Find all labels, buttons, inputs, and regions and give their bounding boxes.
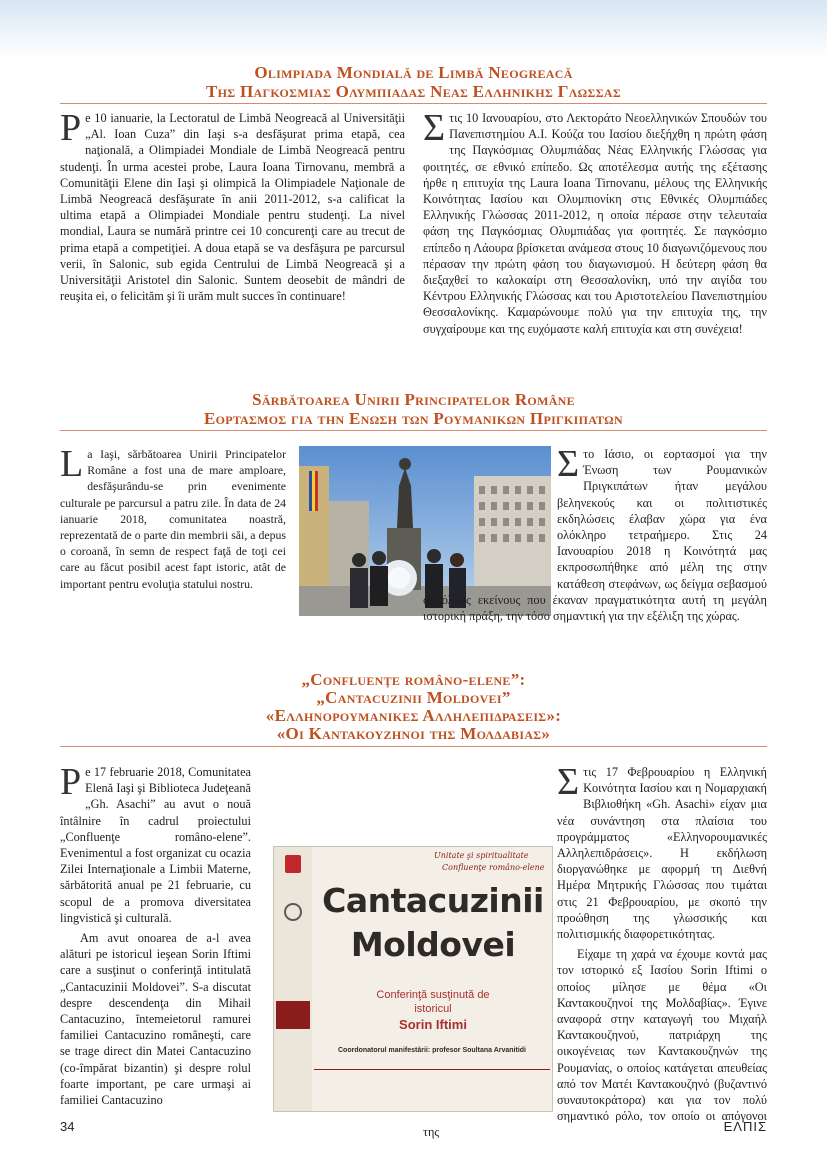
section2-ro-column bbox=[60, 443, 286, 592]
drop-cap: Σ bbox=[423, 107, 446, 149]
section1-title-ro: Olimpiada Mondială de Limbă Neogreacă bbox=[254, 63, 573, 82]
section3-title-line2: „Cantacuzinii Moldovei” bbox=[316, 688, 511, 707]
section2-ro-text: a Iaşi, sărbătoarea Unirii Principatelor Române a fost una de mare amploare, desfăşurându-se prin evenimente culturale pe parcursul a patru zile. În data de 24 ianuarie 2018, comunitatea noastră, reprezentată de o parte din membrii săi, a depus o coroană, în semn de respect faţă de toţi cei care au făcut posibil acest fapt istoric, atât de important pentru evoluţia statului nostru. bbox=[60, 447, 286, 591]
poster-emblem-icon bbox=[284, 903, 302, 921]
section3-ro-p2: Am avut onoarea de a-l avea alături pe istoricul ieşean Sorin Iftimi care a susţinut o conferinţă intitulată „Cantacuzinii Moldovei”. S-a discutat despre descendenţa din Mihail Cantacuzino, întemeietorul ramurei familiei Cantacuzino româneşti, care se trage direct din Matei Cantacuzino (co-împărat bizantin) şi despre rolul foarte important, pe care urmaşi ai familiei Cantacuzino bbox=[60, 931, 251, 1108]
drop-cap: L bbox=[60, 443, 84, 485]
poster-date-box bbox=[276, 1001, 310, 1029]
drop-cap: Σ bbox=[557, 761, 580, 803]
section1-gr-text: τις 10 Ιανουαρίου, στο Λεκτοράτο Νεοελληνικών Σπουδών του Πανεπιστημίου Α.Ι. Κούζα του Ιασίου διεξήχθη η πρώτη φάση της Παγκόσμιας Ολυμπιάδας Νέας Ελληνικής Γλώσσας για φοιτητές, σε εθνικό επίπεδο. Ως αποτέλεσμα αυτής της εξέτασης ήρθε η επιτυχία της Laura Ioana Tirnovanu, μέλους της Ελληνικής Κοινότητας Ιασίου και Ολυμπιονίκη στις Εθνικές Ολυμπιάδες Ελληνικής Γλώσσας 2011-2012, η οποία πέρασε στην τελευταία φάση της Παγκόσμιας Ολυμπιάδας για φοιτητές. Σε παγκόσμιο επίπεδο η Λάουρα βρίσκεται ανάμεσα στους 10 διαγωνιζόμενους που πέρασαν την πρώτη φάση του διαγωνισμού. Η δεύτερη φάση θα διεξαχθεί το καλοκαίρι στη Θεσσαλονίκη, υπό την αιγίδα του Κέντρου Ελληνικής Γλώσσας και του Αριστοτελείου Πανεπιστημίου Θεσσαλονίκης. Καμαρώνουμε πολύ για την επιτυχία της, την συγχαίρουμε και της ευχόμαστε καλή επιτυχία και στη συνέχεια! bbox=[423, 111, 767, 336]
page-number: 34 bbox=[60, 1119, 75, 1134]
section1-gr-column bbox=[423, 107, 767, 337]
section1-rule bbox=[60, 103, 767, 104]
drop-cap: P bbox=[60, 107, 82, 149]
section3-gr-p1: τις 17 Φεβρουαρίου η Ελληνική Κοινότητα Ιασίου και η Νομαρχιακή Βιβλιοθήκη «Gh. Asachi» είχαν μια νέα συνάντηση στα πλαίσια του προγράμματος «Ελληνορουμανικές Αλληλεπιδράσεις». Η εκδήλωση διοργανώθηκε με αφορμή τη Διεθνή Ημέρα Μητρικής Γλώσσας που τιμάται στις 21 Φεβρουαρίου, με σκοπό την προώθηση της γλωσσικής και πολιτισμικής διαφορετικότητας. bbox=[557, 765, 767, 942]
section2-title-ro: Sărbătoarea Unirii Principatelor Române bbox=[252, 390, 575, 409]
drop-cap: P bbox=[60, 761, 82, 803]
poster-bottom-band bbox=[314, 1069, 550, 1106]
poster-script-line2: Confluenţe româno-elene bbox=[442, 863, 545, 872]
poster-coordinator: Coordonatorul manifestării: profesor Soultana Arvanitidi bbox=[338, 1047, 526, 1054]
section3-gr-p2: Είχαμε τη χαρά να έχουμε κοντά μας τον ιστορικό εξ Ιασίου Sorin Iftimi ο οποίος μίλησε με θέμα «Οι Καντακουζηνοί της Μολδαβίας». Έγινε αναφορά στην καταγωγή του Μιχαήλ Καντακουζηνού, πατριάρχη της οικογένειας των Καντακουζηνών της Ρουμανίας, ο οποίος κατάγεται απευθείας από τον Ματέι Καντακουζηνό (βυζαντινό συναυτοκράτορα) και για τον πολύ σημαντικό ρόλο, τον οποίο οι απόγονοι της bbox=[423, 947, 767, 1140]
section3-rule bbox=[60, 746, 767, 747]
section2-gr-column bbox=[423, 443, 767, 624]
section2-rule bbox=[60, 430, 767, 431]
header-band bbox=[0, 0, 827, 58]
section2-title-gr: Εορτασμος για την Ενωση των Ρουμανικων Πριγκιπατων bbox=[204, 409, 623, 428]
magazine-name: ΕΛΠΙΣ bbox=[723, 1119, 767, 1134]
drop-cap: Σ bbox=[557, 443, 580, 485]
section2-gr-text: το Ιάσιο, οι εορτασμοί για την Ένωση των Ρουμανικών Πριγκιπάτων ήταν μεγάλου βεληνεκούς και οι πολιτιστικές εκδηλώσεις έλαβαν χώρα για ένα ολόκληρο τετραήμερο. Στις 24 Ιανουαρίου 2018 η Κοινότητά μας εκπροσωπήθηκε από μέλη της στην κατάθεση στεφάνων, ως δείγμα σεβασμού σε όλους εκείνους που έκαναν πραγματικότητα αυτή τη μεγάλη ιστορική πράξη, την τόσο σημαντική για την εξέλιξη της χώρας. bbox=[423, 447, 767, 624]
conference-poster bbox=[273, 846, 553, 1112]
poster-heading1: Cantacuzinii bbox=[322, 881, 544, 920]
poster-conference-line1: Conferinţă susţinută de bbox=[376, 989, 490, 1001]
poster-logo-icon bbox=[285, 855, 301, 873]
section1-title-gr: Της Παγκοσμιας Ολυμπιαδας Νεας Ελληνικης Γλωσσας bbox=[206, 82, 621, 101]
section3-title-line4: «Οι Καντακουζηνοι της Μολδαβιας» bbox=[276, 724, 551, 743]
section1-ro-text: e 10 ianuarie, la Lectoratul de Limbă Neogreacă al Universităţii „Al. Ioan Cuza” din Iaşi s-a desfăşurat prima etapă, cea naţională, a Olimpiadei Mondiale de Limbă Neogreacă pentru studenţi. În urma acestei probe, Laura Ioana Tirnovanu, membră a Comunităţii Elene din Iaşi şi olimpică la Olimpiadele Naţionale de Limbă Neogreacă desfăşurate în anii 2011-2012, s-a calificat la ultima etapă a Olimpiadei Mondiale pentru studenţi. La nivel mondial, Laura se numără printre cei 10 concurenţi care au trecut de prima etapă a competiţiei. A doua etapă se va desfăşura pe parcursul verii, în Salonic, sub egida Centrului de Limbă Neogreacă şi a Universităţii Aristotel din Salonic. Suntem deosebit de mândri de reuşita ei, o felicităm şi îi urăm mult succes în continuare! bbox=[60, 111, 405, 304]
poster-conference-line2: istoricul bbox=[414, 1003, 452, 1015]
poster-left-strip bbox=[274, 847, 312, 1111]
poster-script-line1: Unitate şi spiritualitate bbox=[434, 851, 529, 860]
poster-speaker: Sorin Iftimi bbox=[399, 1017, 467, 1032]
section1-ro-column bbox=[60, 107, 405, 304]
poster-heading2: Moldovei bbox=[350, 925, 516, 964]
section3-title-line1: „Confluenţe româno-elene”: bbox=[301, 670, 526, 689]
section3-title-line3: «Ελληνορουμανικες Αλληλεπιδρασεις»: bbox=[265, 706, 562, 725]
section3-ro-p1: e 17 februarie 2018, Comunitatea Elenă Iaşi şi Biblioteca Judeţeană „Gh. Asachi” au avut o nouă întâlnire în cadrul proiectului „Confluenţe româno-elene”. Evenimentul a fost organizat cu ocazia Zilei Internaţionale a Limbii Materne, sărbătorită anual pe 21 februarie, cu scopul de a promova diversitatea lingvistică şi culturală. bbox=[60, 765, 251, 925]
